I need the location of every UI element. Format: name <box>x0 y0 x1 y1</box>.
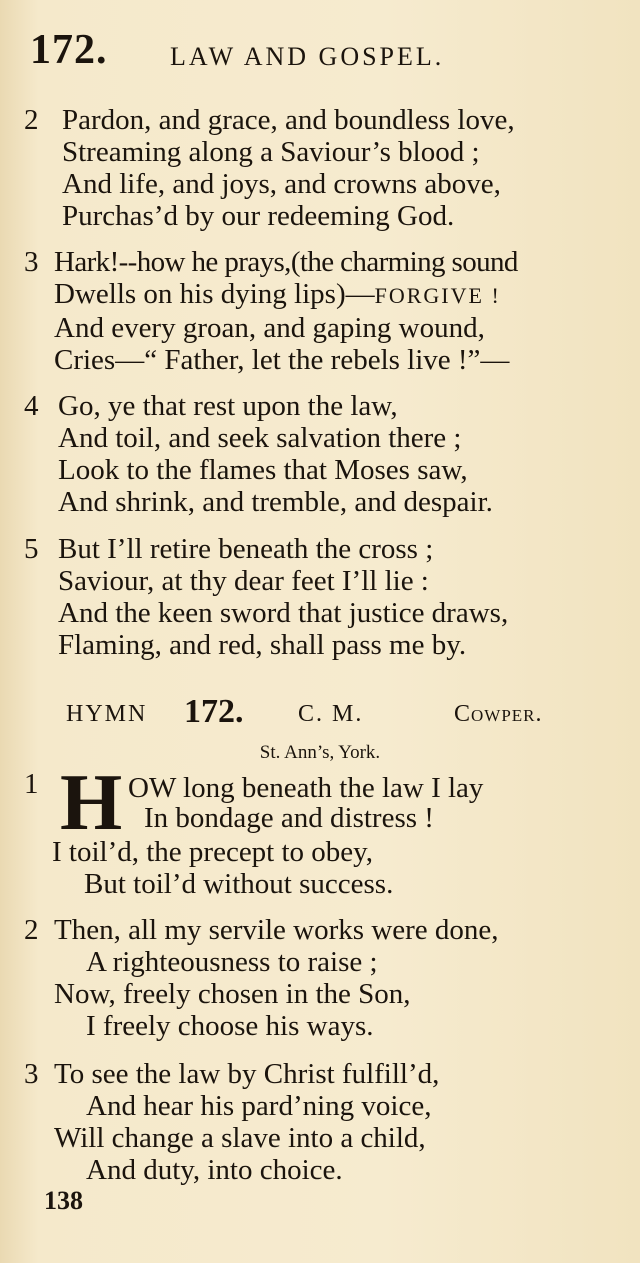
hymn-number: 172. <box>184 693 244 730</box>
verse-line: Cries—“ Father, let the rebels live !”— <box>54 344 510 376</box>
stanza-5 <box>24 533 630 661</box>
verse-line: And every groan, and gaping wound, <box>54 312 485 344</box>
stanza-4 <box>24 390 630 518</box>
verse-line: And shrink, and tremble, and despair. <box>58 486 493 518</box>
verse-line: OW long beneath the law I lay <box>128 772 484 804</box>
page-number: 172. <box>30 27 108 73</box>
running-head: LAW AND GOSPEL. <box>170 42 445 71</box>
verse-line: But I’ll retire beneath the cross ; <box>58 533 434 565</box>
verse-line: Look to the flames that Moses saw, <box>58 454 468 486</box>
verse-line: Go, ye that rest upon the law, <box>58 390 398 422</box>
hymn-stanza-2 <box>24 914 630 1042</box>
verse-line: And hear his pard’ning voice, <box>86 1090 432 1122</box>
verse-line: But toil’d without success. <box>84 868 394 900</box>
stanza-number: 2 <box>24 104 39 136</box>
verse-line: And toil, and seek salvation there ; <box>58 422 462 454</box>
verse-line: A righteousness to raise ; <box>86 946 378 978</box>
verse-line: And life, and joys, and crowns above, <box>62 168 501 200</box>
signature-mark: 138 <box>44 1186 83 1215</box>
forgive-smallcaps: FORGIVE ! <box>374 283 501 308</box>
drop-cap: H <box>60 759 123 847</box>
verse-line: Then, all my servile works were done, <box>54 914 499 946</box>
stanza-2 <box>24 104 630 232</box>
verse-line <box>54 278 630 312</box>
verse-line: I freely choose his ways. <box>86 1010 374 1042</box>
verse-line: Flaming, and red, shall pass me by. <box>58 629 467 661</box>
verse-line: Hark!--how he prays,(the charming sound <box>54 246 518 278</box>
verse-line: And duty, into choice. <box>86 1154 343 1186</box>
verse-line: Pardon, and grace, and boundless love, <box>62 104 515 136</box>
hymn-stanza-3 <box>24 1058 630 1186</box>
stanza-number: 2 <box>24 914 39 946</box>
verse-line: Saviour, at thy dear feet I’ll lie : <box>58 565 429 597</box>
stanza-number: 5 <box>24 533 39 565</box>
hymn-label: HYMN <box>66 701 148 727</box>
hymn-meter: C. M. <box>298 701 364 727</box>
verse-line: Will change a slave into a child, <box>54 1122 426 1154</box>
stanza-3 <box>24 246 630 376</box>
verse-line: Purchas’d by our redeeming God. <box>62 200 455 232</box>
verse-line-text: Dwells on his dying lips)— <box>54 278 375 310</box>
stanza-number: 4 <box>24 390 39 422</box>
hymn-author: Cowper. <box>454 701 543 727</box>
page-header <box>30 26 630 76</box>
verse-line: In bondage and distress ! <box>144 802 434 834</box>
verse-line: To see the law by Christ fulfill’d, <box>54 1058 440 1090</box>
tune-name: St. Ann’s, York. <box>259 742 381 763</box>
hymn-heading <box>66 693 626 733</box>
verse-line: I toil’d, the precept to obey, <box>52 836 374 868</box>
stanza-number: 3 <box>24 246 39 278</box>
stanza-number: 1 <box>24 768 39 800</box>
verse-line: And the keen sword that justice draws, <box>58 597 509 629</box>
verse-line: Now, freely chosen in the Son, <box>54 978 411 1010</box>
verse-line: Streaming along a Saviour’s blood ; <box>62 136 480 168</box>
stanza-number: 3 <box>24 1058 39 1090</box>
